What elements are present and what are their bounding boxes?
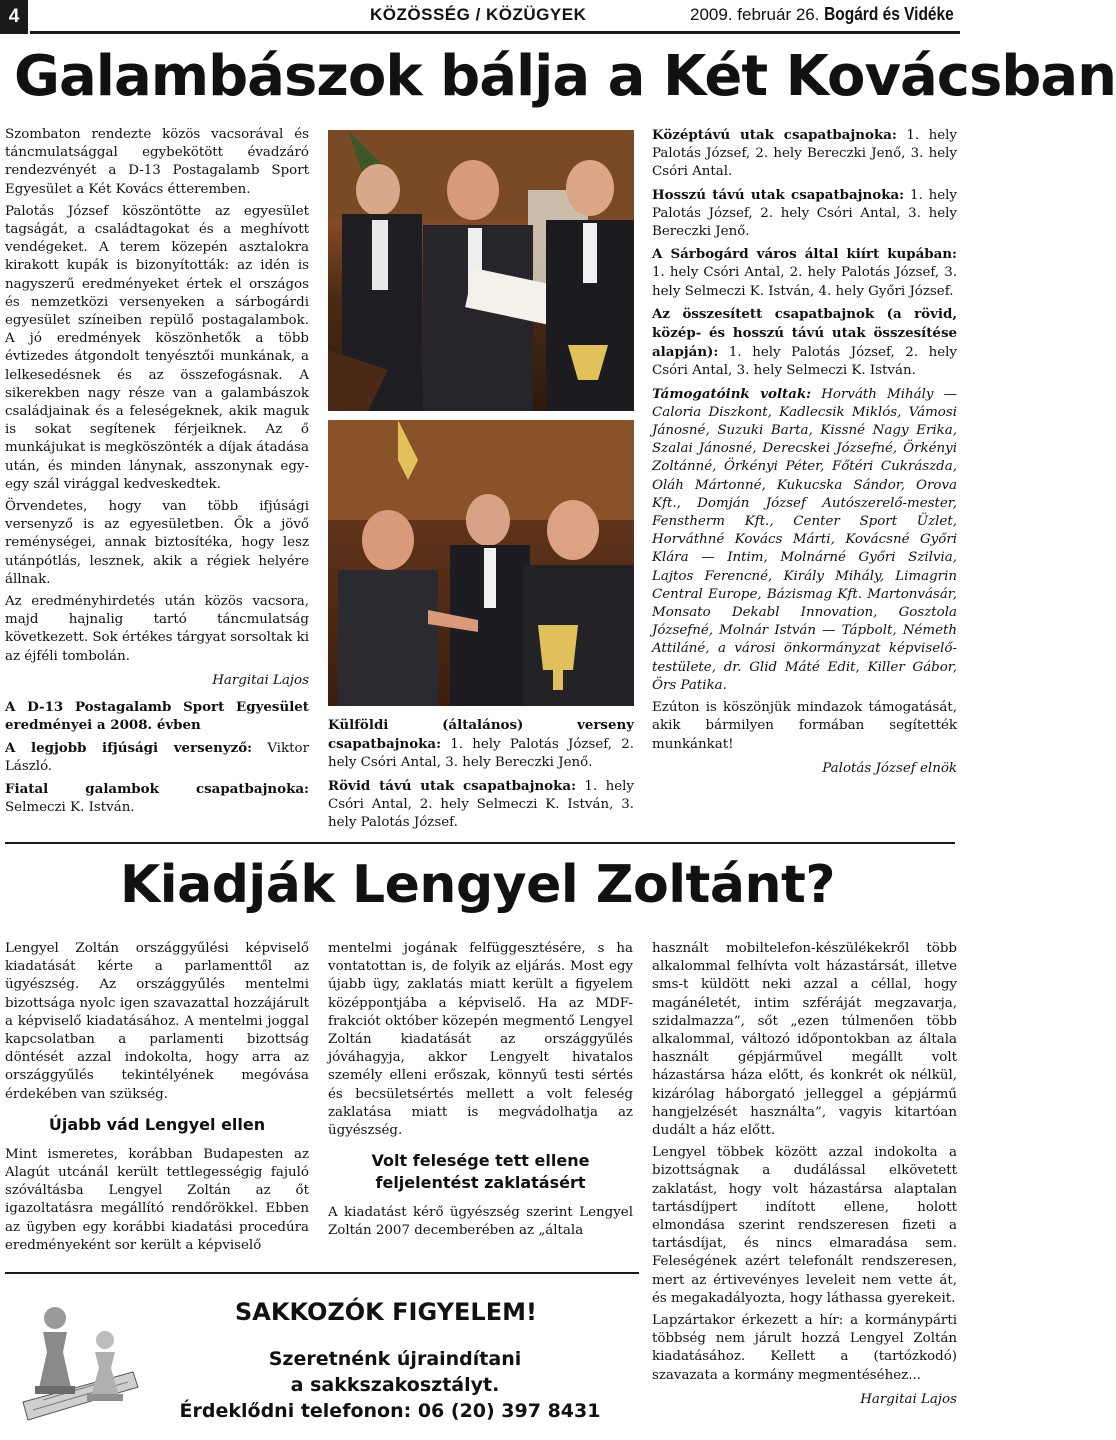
result-text: 1. hely Palotás József, 2. hely Csóri Antal, 3. hely Selmeczi K. István. [652, 345, 957, 379]
result-text: 1. hely Csóri Antal, 2. hely Selmeczi K. István, 3. hely Palotás József. [328, 778, 634, 831]
result-label: Fiatal galambok csapatbajnoka: [5, 780, 309, 797]
result-item [5, 780, 309, 817]
subhead-line: Volt felesége tett ellene [371, 1151, 590, 1171]
result-item [5, 739, 309, 776]
ad-line: Szeretnénk újraindítani [268, 1348, 522, 1370]
chess-club-ad [5, 1272, 639, 1437]
result-text: Selmeczi K. István. [5, 800, 135, 816]
issue-date: 2009. február 26. [690, 5, 820, 24]
result-label: Az összesített csapatbajnok (a rövid, közép- és hosszú távú utak összesítése alapján): [652, 305, 957, 361]
article2-subhead: Újabb vád Lengyel ellen [48, 1114, 266, 1134]
header-rule [30, 31, 960, 34]
article1-paragraph: Szombaton rendezte közös vacsorával és táncmulatsággal egybekötött évadzáró rendezvényét a D-13 Postagalamb Sport Egyesület a Két Kovács étteremben. [5, 127, 309, 197]
article2-headline: Kiadják Lengyel Zoltánt? [120, 855, 836, 915]
result-label: Külföldi (általános) verseny csapatbajnoka: [328, 717, 634, 753]
article2-column-2 [328, 940, 633, 1245]
article1-column-3 [652, 126, 957, 786]
article2-paragraph: Lengyel Zoltán országgyűlési képviselő kiadatását kérte a parlamenttől az ügyészség. Az országgyűlés mentelmi bizottsága nyolc igen szavazattal hozzájárult a képviselő kiadatásához. A mentelmi joggal kapcsolatban a parlamenti bizottság döntését azzal indokolta, hogy arra az országgyűlés tekintélyének megóvása érdekében van szükség. [5, 941, 309, 1102]
result-item [328, 716, 634, 773]
sponsors-text: Horváth Mihály — Caloria Diszkont, Kadlecsik Miklós, Vámosi Jánosné, Suzuki Barta, Kissné Nagy Erika, Szalai Jánosné, Derecskei Józsefné, Örkényi Zoltánné, Örkényi Péter, Főtéri Cukrászda, Oláh Mártonné, Kukucska Sándor, Orova Kft., Domján József Autószerelő-mester, Fenstherm Kft., Center Sport Üzlet, Horváthné Kovács Márti, Kovácsné Győri Klára — Intim, Molnárné Győri Szilvia, Lajtos Ferencné, Király Mihály, Limagrin Central Europe, Bázismag Kft. Martonvásár, Monsato Dekabl Innovation, Gosztola Józsefné, Molnár István — Tápbolt, Németh Attiláné, a városi önkormányzat képviselő-testülete, dr. Glid Máté Edit, Killer Gábor, Örs Patika. [652, 386, 957, 693]
result-label: A Sárbogárd város által kiírt kupában: [652, 246, 957, 263]
result-text: 1. hely Palotás József, 2. hely Csóri Antal, 3. hely Bereczki Jenő. [328, 737, 634, 771]
section-divider [5, 842, 955, 844]
result-label: A legjobb ifjúsági versenyző: [5, 739, 253, 756]
article1-headline: Galambászok bálja a Két Kovácsban [14, 44, 1116, 109]
ad-line: a sakkszakosztályt. [290, 1374, 500, 1396]
result-text: Viktor László. [5, 740, 309, 774]
sponsors [652, 385, 957, 695]
photo-illustration [328, 130, 634, 411]
article2-paragraph: Mint ismeretes, korábban Budapesten az Alagút utcánál került tettlegességig fajuló szóváltásba Lengyel Zoltán az őt igazoltatásra megállító rendőrökkel. Ebben az ügyben egy korábbi kiadatási procedúra eredményeként sor került a képviselő [5, 1146, 309, 1253]
result-item [652, 126, 957, 182]
chess-pieces-icon [13, 1292, 143, 1428]
article2-column-3 [652, 940, 957, 1417]
result-label: Középtávú utak csapatbajnoka: [652, 127, 897, 143]
article1-paragraph: Palotás József köszöntötte az egyesület tagságát, a családtagokat és a meghívott vendégeket. A terem közepén asztalokra kirakott kupák is bizonyították: az idén is nagyszerű eredményeket értek el országos és nemzetközi versenyeken a sárbogárdi egyesület színeiben repülő postagalambok. A jó eredmények köszönhetők a több évtizedes átgondolt tenyésztői munkának, a lelkesedésnek és az összefogásnak. A sikerekben nagy része van a galambászok családjainak és a feleségeknek, akik maguk is sokat segítenek férjeiknek. Az ő munkájukat is megköszönték a díjak átadása után, és minden lánynak, asszonynak egy-egy szál virággal kedveskedtek. [5, 203, 309, 492]
section-title: KÖZÖSSÉG / KÖZÜGYEK [370, 5, 587, 24]
photo-illustration [328, 420, 634, 706]
subhead-line: feljelentést zaklatásért [375, 1173, 586, 1193]
results-title: A D-13 Postagalamb Sport Egyesület eredményei a 2008. évben [5, 699, 309, 734]
result-text: 1. hely Palotás József, 2. hely Bereczki Jenő, 3. hely Csóri Antal. [652, 128, 957, 180]
page-header [0, 0, 960, 34]
article2-paragraph: Lengyel többek között azzal indokolta a bizottságnak a dudálással elkövetett zaklatást, hogy volt házastársa alaptalan tartásdíjpert indított ellene, holott elmondása szerint rendszeresen fizeti a tartásdíjat, és nincs elmaradása sem. Feleségének azért telefonált rendszeresen, mert az értivevényes leveleit nem vette át, és megakadályozta, hogy láthassa gyerekeit. [652, 1145, 957, 1306]
article1-paragraph: Az eredményhirdetés után közös vacsora, majd hajnalig tartó táncmulatság következett. Sok értékes tárgyat sorsoltak ki az éjféli tombolán. [5, 594, 309, 664]
article1-paragraph: Örvendetes, hogy van több ifjúsági versenyző is az egyesületben. Ők a jövő reménységei, annak biztosítéka, hogy lesz utánpótlás, lesznek, akik a régiek helyére állnak. [5, 499, 309, 587]
ad-title: SAKKOZÓK FIGYELEM! [235, 1298, 537, 1326]
page-number: 4 [0, 0, 28, 34]
article1-author: Hargitai Lajos [212, 672, 309, 688]
ad-contact: Érdeklődni telefonon: 06 (20) 397 8431 [179, 1400, 601, 1422]
result-item [652, 245, 957, 301]
article2-paragraph: használt mobiltelefon-készülékekről több alkalommal felhívta volt házastársát, illetve sms-t küldött neki azzal a céllal, hogy magánéletét, intim szféráját megzavarja, szidalmazza”, sőt „ezen túlmenően több alkalommal, változó időpontokban az általa használt gépjárművel megállt volt házastársa háza előtt, és konkrét ok nélkül, kizárólag háborgató jelleggel a gépjármű hangjelzését használta”, vagyis kitartóan dudált a ház előtt. [652, 941, 957, 1139]
result-item [328, 777, 634, 833]
article1-signoff: Palotás József elnök [822, 760, 957, 776]
result-item [652, 186, 957, 242]
result-text: 1. hely Csóri Antal, 2. hely Palotás József, 3. hely Selmeczi K. István, 4. hely Győri József. [652, 265, 957, 299]
result-label: Hosszú távú utak csapatbajnoka: [652, 186, 905, 203]
article2-paragraph: Lapzártakor érkezett a hír: a kormánypárti többség nem járult hozzá Lengyel Zoltán kiadatásához. Kellett a (tartózkodó) szavazata a kormány megmentéséhez... [652, 1313, 957, 1383]
article2-paragraph: A kiadatást kérő ügyészség szerint Lengyel Zoltán 2007 decemberében az „általa [328, 1205, 633, 1239]
award-ceremony-photo [328, 130, 634, 411]
article2-column-1 [5, 940, 309, 1259]
results-continued [328, 716, 634, 836]
sponsors-label: Támogatóink voltak: [652, 385, 812, 402]
article1-column-1 [5, 126, 309, 821]
publication-name: Bogárd és Vidéke [824, 4, 954, 24]
trophy-handshake-photo [328, 420, 634, 706]
article2-author: Hargitai Lajos [860, 1391, 957, 1407]
article2-subhead [328, 1150, 633, 1194]
result-item [652, 305, 957, 381]
result-label: Rövid távú utak csapatbajnoka: [328, 777, 577, 794]
thanks-text: Ezúton is köszönjük mindazok támogatását, akik bármilyen formában segítették munkánkat! [652, 700, 957, 752]
article2-paragraph: mentelmi jogának felfüggesztésére, s ha vontatottan is, de folyik az eljárás. Most egy újabb ügy, zaklatás miatt került a figyelem középpontjába a képviselő. Ha az MDF-frakciót október közepén megmentő Lengyel Zoltán kiadatását az országgyűlés jóváhagyja, akkor Lengyelt hivatalos személy elleni erőszak, könnyű testi sértés és becsületsértés mellett a volt feleség zaklatása miatt is megvádolhatja az ügyészség. [328, 941, 633, 1139]
result-text: 1. hely Palotás József, 2. hely Csóri Antal, 3. hely Bereczki Jenő. [652, 187, 957, 240]
